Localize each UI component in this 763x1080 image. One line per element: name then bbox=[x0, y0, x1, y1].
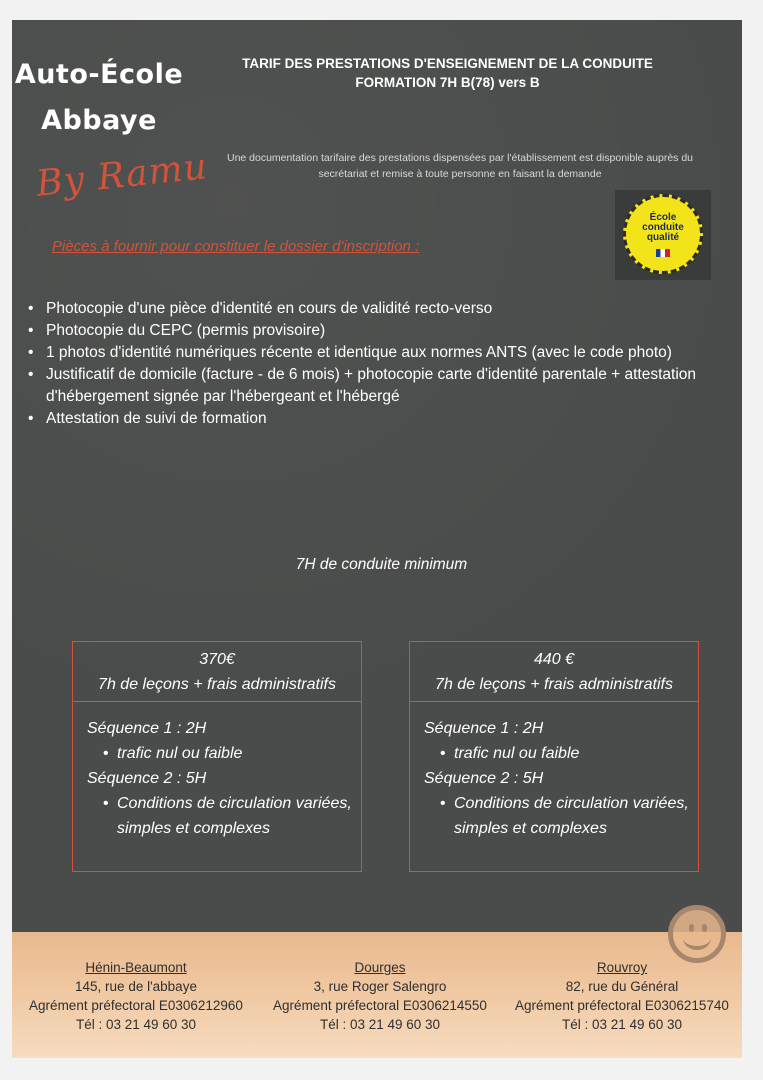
sequence-2: Séquence 2 : 5H bbox=[87, 770, 207, 787]
intro-line-1: Une documentation tarifaire des prestations dispensées par l'établissement est disponible auprès du bbox=[226, 152, 694, 164]
list-item: • 1 photos d'identité numériques récente et identique aux normes ANTS (avec le code photo) bbox=[28, 342, 728, 364]
agency-phone: Tél : 03 21 49 60 30 bbox=[319, 1017, 441, 1032]
offer-body bbox=[73, 702, 361, 841]
sequence-2-item: • Conditions de circulation variées, bbox=[424, 791, 698, 816]
list-item: • Justificatif de domicile (facture - de 6 mois) + photocopie carte d'identité parentale + attestation d'hébergement signée par l'hébergeant et l'hébergé bbox=[28, 364, 728, 408]
badge-line-1: École bbox=[649, 212, 677, 223]
sequence-2-item-cont: simples et complexes bbox=[117, 820, 270, 837]
agency-address: 145, rue de l'abbaye bbox=[75, 979, 197, 994]
brand-logo bbox=[14, 52, 184, 144]
offer-description: 7h de leçons + frais administratifs bbox=[435, 676, 673, 693]
offer-body bbox=[410, 702, 698, 841]
quality-label bbox=[615, 190, 711, 280]
quality-label-icon bbox=[623, 194, 703, 274]
sequence-1-item: • trafic nul ou faible bbox=[424, 741, 698, 766]
brand-line-1: Auto-École bbox=[14, 59, 184, 90]
agency-address: 3, rue Roger Salengro bbox=[313, 979, 447, 994]
list-item: • Attestation de suivi de formation bbox=[28, 408, 728, 430]
sequence-1: Séquence 1 : 2H bbox=[87, 720, 207, 737]
title-line-1: TARIF DES PRESTATIONS D'ENSEIGNEMENT DE LA CONDUITE bbox=[242, 56, 653, 71]
offer-description: 7h de leçons + frais administratifs bbox=[98, 676, 336, 693]
offer-price: 440 € bbox=[533, 651, 575, 668]
agency-city: Dourges bbox=[354, 960, 406, 975]
minimum-hours: 7H de conduite minimum bbox=[295, 556, 468, 573]
intro-text bbox=[190, 150, 730, 182]
offer-card-440 bbox=[409, 641, 699, 872]
list-item: • Photocopie d'une pièce d'identité en cours de validité recto-verso bbox=[28, 298, 728, 320]
signature: By Ramu bbox=[34, 146, 210, 205]
title-line-2: FORMATION 7H B(78) vers B bbox=[355, 75, 540, 90]
smiley-mouth bbox=[683, 926, 711, 950]
badge-line-3: qualité bbox=[646, 232, 680, 243]
sequence-2-item-cont: simples et complexes bbox=[454, 820, 607, 837]
documents-list bbox=[28, 298, 728, 430]
agency-address: 82, rue du Général bbox=[565, 979, 679, 994]
agency-city: Rouvroy bbox=[596, 960, 648, 975]
offer-header bbox=[73, 642, 361, 702]
sequence-1-item: • trafic nul ou faible bbox=[87, 741, 361, 766]
brand-line-2: Abbaye bbox=[41, 105, 157, 136]
agency-agrement: Agrément préfectoral E0306214550 bbox=[273, 998, 487, 1013]
list-item: • Photocopie du CEPC (permis provisoire) bbox=[28, 320, 728, 342]
offer-price: 370€ bbox=[199, 651, 235, 668]
agency-henin-beaumont bbox=[14, 958, 258, 1034]
agency-phone: Tél : 03 21 49 60 30 bbox=[561, 1017, 683, 1032]
agency-rouvroy bbox=[500, 958, 744, 1034]
badge-line-2: conduite bbox=[642, 222, 684, 233]
agency-agrement: Agrément préfectoral E0306212960 bbox=[29, 998, 243, 1013]
agency-phone: Tél : 03 21 49 60 30 bbox=[75, 1017, 197, 1032]
sequence-2: Séquence 2 : 5H bbox=[424, 770, 544, 787]
smiley-icon bbox=[668, 905, 726, 963]
offer-header bbox=[410, 642, 698, 702]
documents-title: Pièces à fournir pour constituer le dossier d'inscription : bbox=[52, 238, 420, 255]
agency-dourges bbox=[258, 958, 502, 1034]
sequence-2-item: • Conditions de circulation variées, bbox=[87, 791, 361, 816]
agency-city: Hénin-Beaumont bbox=[85, 960, 187, 975]
agency-agrement: Agrément préfectoral E0306215740 bbox=[515, 998, 729, 1013]
flag-icon bbox=[656, 249, 670, 257]
page-title bbox=[200, 54, 695, 92]
sequence-1: Séquence 1 : 2H bbox=[424, 720, 544, 737]
intro-line-2: secrétariat et remise à toute personne en faisant la demande bbox=[318, 168, 602, 180]
offer-card-370 bbox=[72, 641, 362, 872]
